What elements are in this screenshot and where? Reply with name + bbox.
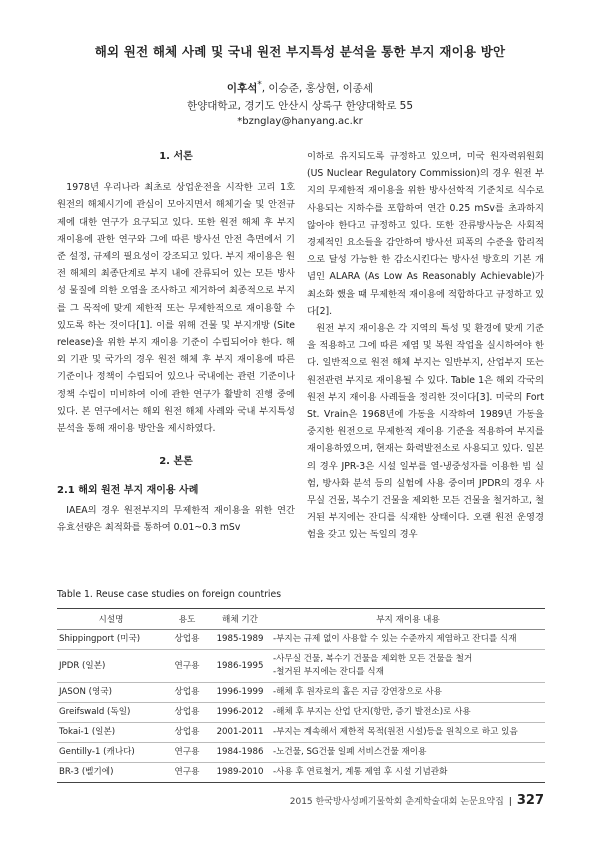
cell-content-line: -사무실 건물, 복수기 건물을 제외한 모든 건물을 철거	[273, 654, 473, 664]
cell-use: 상업용	[165, 683, 209, 703]
cell-content-line: -철거된 부지에는 잔디를 식재	[273, 667, 384, 677]
table-row	[57, 723, 545, 743]
table-header-row	[57, 609, 545, 630]
cell-content: -해체 후 원자로의 홀은 지금 강연장으로 사용	[271, 683, 545, 703]
header-content: 부지 재이용 내용	[271, 609, 545, 630]
cell-content: -노건물, SG건물 일폐 서비스건물 재이용	[271, 743, 545, 763]
cell-content	[271, 650, 545, 683]
paper-title: 해외 원전 해체 사례 및 국내 원전 부지특성 분석을 통한 부지 재이용 방안	[94, 44, 506, 59]
intro-paragraph: 1978년 우리나라 최초로 상업운전을 시작한 고리 1호 원전의 해체시기에 관심이 모아지면서 해체기술 및 안전규제에 대한 연구가 요구되고 있다. 또한 원전 해체 후 부지 재이용에 관한 연구와 그에 따른 방사선 안전 측면에서 기준 설정, 규제의 필요성이 강조되고 있다. 부지 재이용은 원전 해체의 최종단계로 부지 내에 잔류되어 있는 모든 방사성 물질에 의한 오염을 조사하고 제거하여 최종적으로 부지를 그 목적에 맞게 제한적 또는 무제한적으로 재이용할 수 있도록 하는 것이다[1]. 이를 위해 건물 및 부지개방 (Site release)을 위한 부지 재이용 기준이 수립되어야 한다. 해외 기관 및 국가의 경우 원전 해체 후 부지 재이용에 따른 기준이나 정책이 수립되어 있으나 국내에는 관련 기준이나 정책 수립이 미비하여 이에 관한 연구가 활발히 진행 중에 있다. 본 연구에서는 해외 원전 해체 사례와 국내 부지특성 분석을 통해 재이용 방안을 제시하였다.	[57, 182, 295, 435]
cell-content: -부지는 계속해서 제한적 목적(원전 시설)등을 원칙으로 하고 있음	[271, 723, 545, 743]
cell-facility: Gentilly-1 (캐나다)	[57, 743, 165, 763]
cell-facility: Tokai-1 (일본)	[57, 723, 165, 743]
proceedings-name: 2015 한국방사성폐기물학회 춘계학술대회 논문요약집	[289, 797, 504, 807]
cell-use: 상업용	[165, 723, 209, 743]
table-row	[57, 650, 545, 683]
header-use: 용도	[165, 609, 209, 630]
cell-period: 2001-2011	[209, 723, 271, 743]
cell-use: 연구용	[165, 650, 209, 683]
subsection-heading: 2.1 해외 원전 부지 재이용 사례	[57, 485, 199, 497]
table-row	[57, 743, 545, 763]
left-column	[57, 148, 295, 536]
page-footer	[290, 793, 544, 808]
cell-period: 1985-1989	[209, 630, 271, 650]
cell-use: 상업용	[165, 630, 209, 650]
table-row	[57, 763, 545, 783]
header-period: 해체 기간	[209, 609, 271, 630]
table-caption: Table 1. Reuse case studies on foreign countries	[57, 589, 282, 600]
table-row	[57, 703, 545, 723]
table-row	[57, 630, 545, 650]
affiliation: 한양대학교, 경기도 안산시 상록구 한양대학로 55	[186, 100, 414, 112]
cell-period: 1996-2012	[209, 703, 271, 723]
footer-separator: |	[508, 797, 512, 807]
cell-content: -사용 후 연료철거, 계통 제염 후 시설 기념관화	[271, 763, 545, 783]
cell-use: 상업용	[165, 703, 209, 723]
lead-author: 이후석	[226, 82, 258, 95]
cell-facility: Greifswald (독일)	[57, 703, 165, 723]
page-number: 327	[516, 793, 544, 808]
reuse-case-table	[57, 608, 545, 783]
cell-use: 연구용	[165, 763, 209, 783]
cell-facility: Shippingport (미국)	[57, 630, 165, 650]
right-column	[307, 148, 544, 544]
body-paragraph-3: 원전 부지 재이용은 각 지역의 특성 및 환경에 맞게 기준을 적용하고 그에 따른 제염 및 복원 작업을 실시하여야 한다. 일반적으로 원전 해체 부지는 일반부지, 산업부지 또는 원전관련 부지로 재이용될 수 있다. Table 1은 해외 각국의 원전 부지 재이용 사례들을 정리한 것이다[3]. 미국의 Fort St. Vrain은 1968년에 가동을 시작하여 1989년 가동을 중지한 원전으로 무제한적 재이용 기준을 적용하여 부지를 재이용하였으며, 현재는 화력발전소로 사용되고 있다. 일본의 경우 JPR-3은 시설 일부를 열-냉중성자를 이용한 빔 실험, 방사화 분석 등의 실험에 사용 중이며 JPDR의 경우 사무실 건물, 복수기 건물을 제외한 모든 건물을 철거하고, 철거된 부지에는 잔디를 식재한 상태이다. 오랜 원전 운영경험을 갖고 있는 독일의 경우	[307, 323, 544, 541]
cell-content: -부지는 규제 없이 사용할 수 있는 수준까지 제염하고 잔디를 식재	[271, 630, 545, 650]
cell-period: 1986-1995	[209, 650, 271, 683]
header-facility: 시설명	[57, 609, 165, 630]
cell-period: 1989-2010	[209, 763, 271, 783]
table-row	[57, 683, 545, 703]
body-paragraph-2: 이하로 유지되도록 규정하고 있으며, 미국 원자력위원회(US Nuclear Regulatory Commission)의 경우 원전 부지의 무제한적 재이용을 위한 방사선학적 기준치로 식수로 사용되는 지하수를 포함하여 연간 0.25 mSv를 초과하지 않아야 한다고 규정하고 있다. 또한 잔류방사능은 사회적 경제적인 요소들을 감안하여 방사선 피폭의 수준을 합리적으로 달성 가능한 한 감소시킨다는 방사선 방호의 기본 개념인 ALARA (As Low As Reasonably Achievable)가 최소화 했을 때 무제한적 재이용에 적합하다고 규정하고 있다[2].	[307, 151, 544, 317]
author-line	[0, 80, 600, 96]
co-authors: , 이승준, 홍상현, 이종세	[261, 82, 374, 95]
cell-facility: BR-3 (벨기에)	[57, 763, 165, 783]
cell-period: 1984-1986	[209, 743, 271, 763]
author-email: *bznglay@hanyang.ac.kr	[237, 116, 363, 127]
corresponding-mark: *	[257, 80, 262, 90]
cell-facility: JASON (영국)	[57, 683, 165, 703]
cell-period: 1996-1999	[209, 683, 271, 703]
section-heading-body: 2. 본론	[159, 456, 193, 468]
cell-content: -해체 후 부지는 산업 단지(항만, 증기 발전소)로 사용	[271, 703, 545, 723]
section-heading-intro: 1. 서론	[159, 151, 193, 162]
cell-facility: JPDR (일본)	[57, 650, 165, 683]
cell-use: 연구용	[165, 743, 209, 763]
body-paragraph-1: IAEA의 경우 원전부지의 무제한적 재이용을 위한 연간 유효선량은 최적화를 통하여 0.01~0.3 mSv	[57, 504, 295, 533]
